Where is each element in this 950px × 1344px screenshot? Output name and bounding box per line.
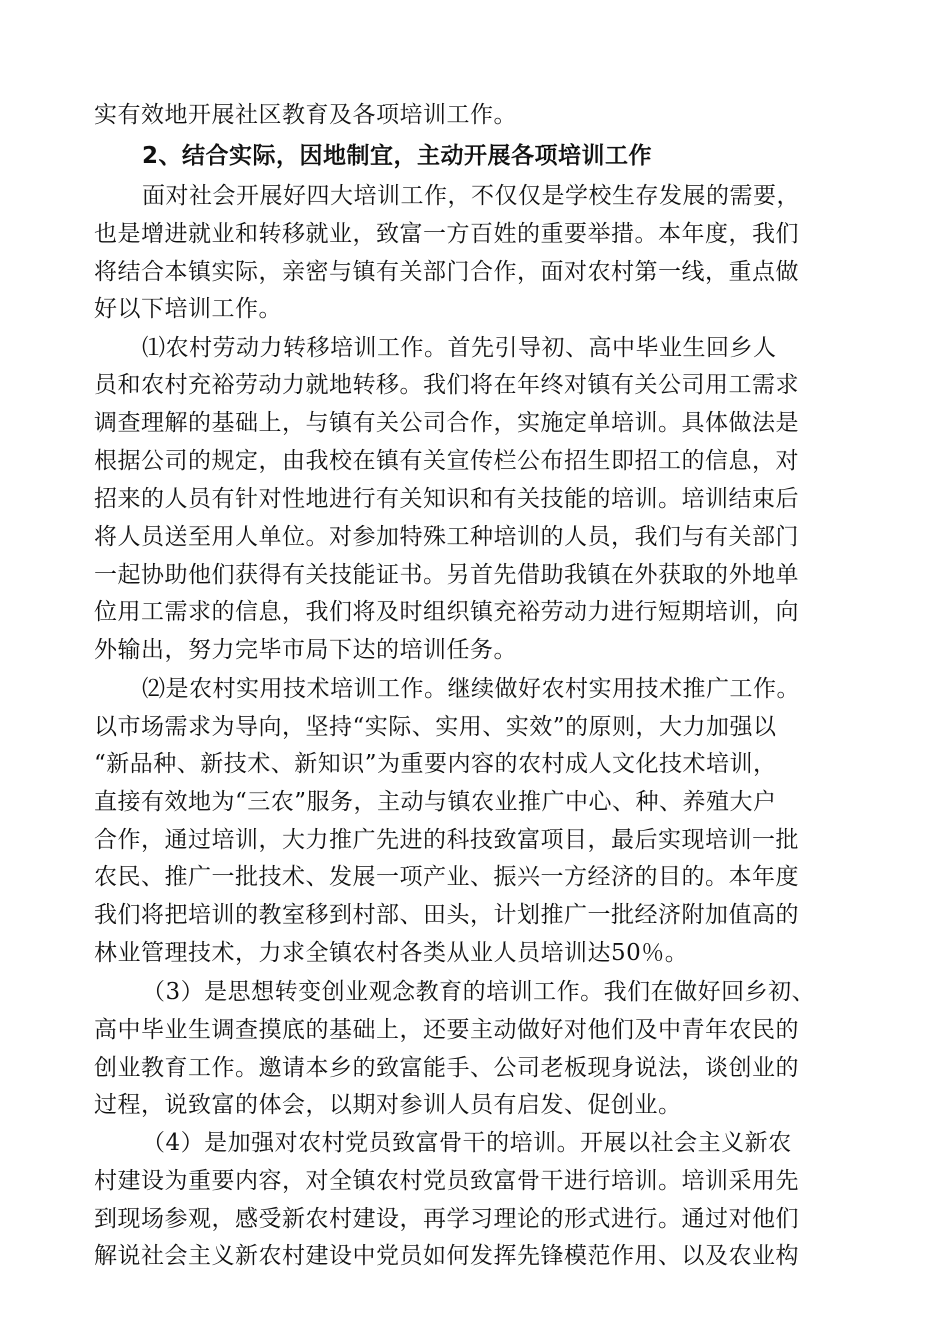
body-line: 也是增进就业和转移就业，致富一方百姓的重要举措。本年度，我们 [94, 221, 799, 247]
body-line: 以市场需求为导向，坚持“实际、实用、实效”的原则，大力加强以 [94, 714, 777, 740]
paragraph-start: ⑴农村劳动力转移培训工作。首先引导初、高中毕业生回乡人 [142, 335, 777, 361]
body-line: 到现场参观，感受新农村建设，再学习理论的形式进行。通过对他们 [94, 1206, 799, 1232]
body-line: 高中毕业生调查摸底的基础上，还要主动做好对他们及中青年农民的 [94, 1017, 799, 1043]
body-line: 农民、推广一批技术、发展一项产业、振兴一方经济的目的。本年度 [94, 864, 799, 890]
paragraph-start: 面对社会开展好四大培训工作，不仅仅是学校生存发展的需要， [142, 183, 800, 209]
paragraph-start: （3）是思想转变创业观念教育的培训工作。我们在做好回乡初、 [142, 979, 816, 1005]
body-line: 解说社会主义新农村建设中党员如何发挥先锋模范作用、以及农业构 [94, 1243, 799, 1269]
body-line: 直接有效地为“三农”服务，主动与镇农业推广中心、种、养殖大户 [94, 789, 777, 815]
body-line: 位用工需求的信息，我们将及时组织镇充裕劳动力进行短期培训，向 [94, 599, 799, 625]
body-line: 根据公司的规定，由我校在镇有关宣传栏公布招生即招工的信息，对 [94, 448, 799, 474]
body-line: “新品种、新技术、新知识”为重要内容的农村成人文化技术培训， [94, 751, 777, 777]
body-line: 林业管理技术，力求全镇农村各类从业人员培训达50％。 [94, 940, 689, 966]
body-line: 村建设为重要内容，对全镇农村党员致富骨干进行培训。培训采用先 [94, 1168, 799, 1194]
body-line: 员和农村充裕劳动力就地转移。我们将在年终对镇有关公司用工需求 [94, 372, 799, 398]
paragraph-start: （4）是加强对农村党员致富骨干的培训。开展以社会主义新农 [142, 1130, 792, 1156]
body-line: 实有效地开展社区教育及各项培训工作。 [94, 102, 517, 128]
body-line: 我们将把培训的教室移到村部、田头，计划推广一批经济附加值高的 [94, 902, 799, 928]
body-line: 一起协助他们获得有关技能证书。另首先借助我镇在外获取的外地单 [94, 562, 799, 588]
body-line: 将人员送至用人单位。对参加特殊工种培训的人员，我们与有关部门 [94, 524, 799, 550]
body-line: 招来的人员有针对性地进行有关知识和有关技能的培训。培训结束后 [94, 486, 799, 512]
body-line: 过程，说致富的体会，以期对参训人员有启发、促创业。 [94, 1092, 682, 1118]
paragraph-start: ⑵是农村实用技术培训工作。继续做好农村实用技术推广工作。 [142, 676, 800, 702]
body-line: 调查理解的基础上，与镇有关公司合作，实施定单培训。具体做法是 [94, 410, 799, 436]
body-line: 合作，通过培训，大力推广先进的科技致富项目，最后实现培训一批 [94, 827, 799, 853]
body-line: 将结合本镇实际，亲密与镇有关部门合作，面对农村第一线，重点做 [94, 259, 799, 285]
body-line: 好以下培训工作。 [94, 296, 282, 322]
body-line: 外输出，努力完毕市局下达的培训任务。 [94, 637, 517, 663]
body-line: 创业教育工作。邀请本乡的致富能手、公司老板现身说法，谈创业的 [94, 1055, 799, 1081]
section-heading: 2、结合实际，因地制宜，主动开展各项培训工作 [142, 143, 653, 169]
